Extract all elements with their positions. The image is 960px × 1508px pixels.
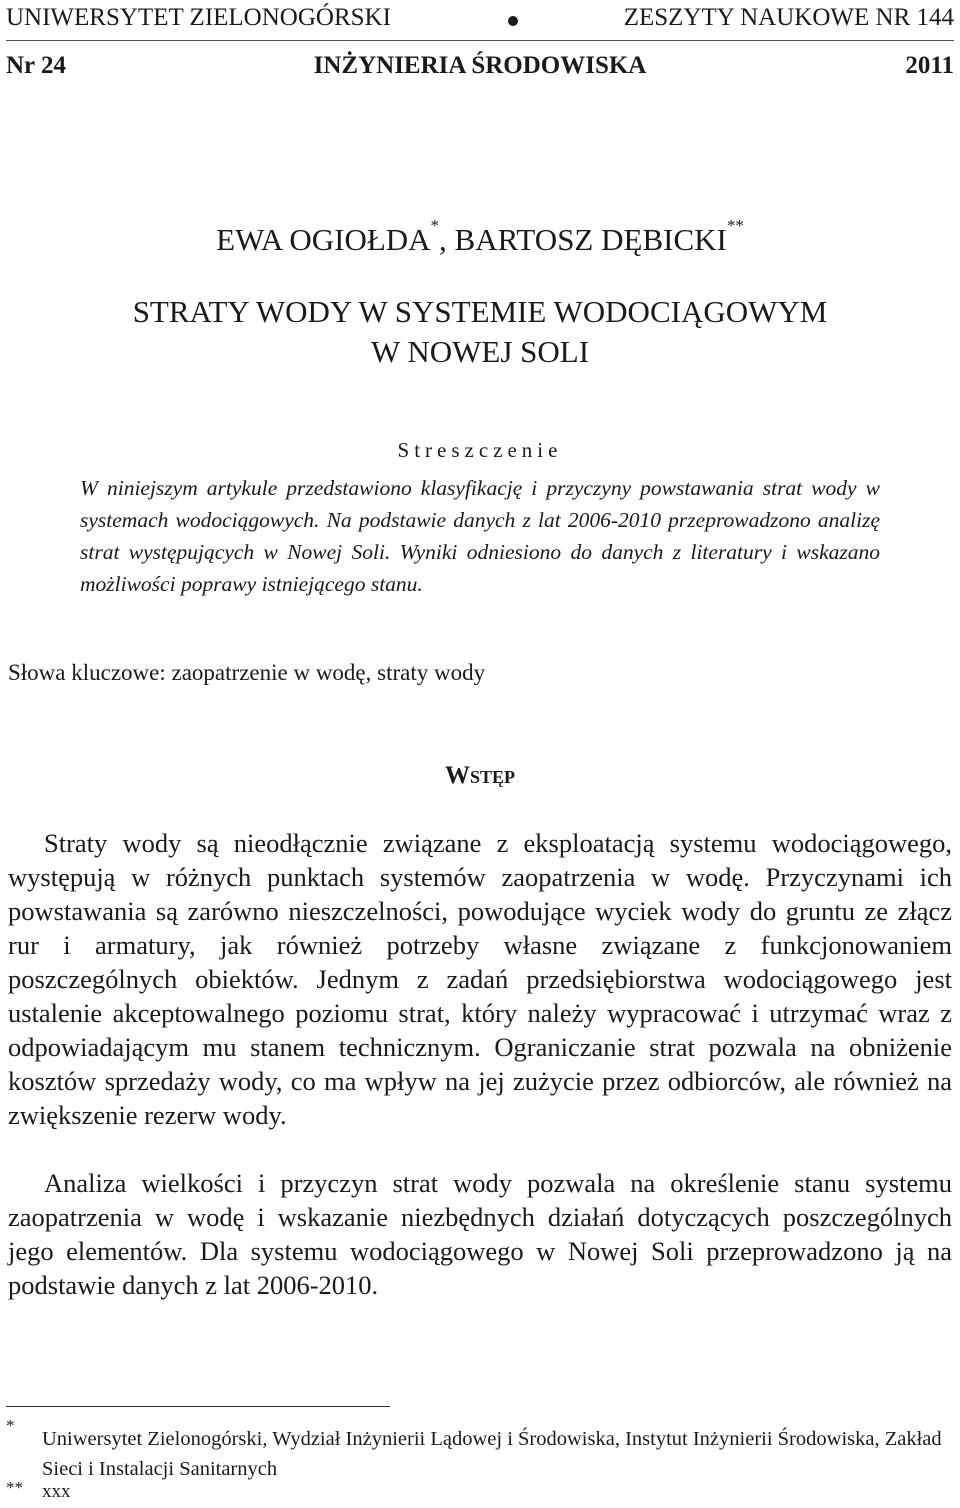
author-line [0,216,960,258]
abstract-heading: Streszczenie [397,438,563,462]
footnote-1-mark: * [6,1416,15,1435]
series-name: ZESZYTY NAUKOWE NR 144 [623,4,954,31]
title-line-2: W NOWEJ SOLI [370,334,590,369]
author-2-footnote-mark: ** [726,216,744,235]
running-header [6,4,954,36]
section-heading: Wstęp [444,762,516,789]
body-paragraph-1: Straty wody są nieodłącznie związane z eksploatacją systemu wodociągowego, występują w różnych punktach systemów zaopatrzenia w wodę. Przyczynami ich powstawania są zarówno nieszczelności, powodujące wyciek wody do gruntu ze złącz rur i armatury, jak również potrzeby własne związane z funkcjonowaniem poszczególnych obiektów. Jednym z zadań przedsiębiorstwa wodociągowego jest ustalenie akceptowalnego poziomu strat, który należy wypracować i utrzymać wraz z odpowiadającym mu stanem technicznym. Ograniczanie strat pozwala na obniżenie kosztów sprzedaży wody, co ma wpływ na jej zużycie przez odbiorców, ale również na zwiększenie rezerw wody. [8,828,952,1130]
footnote-2-mark: ** [6,1478,23,1497]
author-1-footnote-mark: * [430,216,440,235]
university-name: UNIWERSYTET ZIELONOGÓRSKI [6,4,391,31]
author-separator: , [439,222,455,257]
footnote-1-text: Uniwersytet Zielonogórski, Wydział Inżynierii Lądowej i Środowiska, Instytut Inżynierii Środowiska, Zakład Sieci i Instalacji Sanitarnych [42,1428,942,1480]
journal-name: INŻYNIERIA ŚRODOWISKA [313,52,647,79]
issue-number: Nr 24 [6,52,66,79]
footnote-2-text: xxx [42,1481,71,1502]
journal-header [6,52,954,84]
author-1: EWA OGIOŁDA [216,222,431,257]
bullet-separator-icon [508,16,518,26]
article-title [0,292,960,372]
body-paragraph-2: Analiza wielkości i przyczyn strat wody pozwala na określenie stanu systemu zaopatrzenia w wodę i wskazanie niezbędnych działań dotyczących poszczególnych jego elementów. Dla systemu wodociągowego w Nowej Soli przeprowadzono ją na podstawie danych z lat 2006-2010. [8,1168,952,1300]
author-2: BARTOSZ DĘBICKI [454,222,727,257]
title-line-1: STRATY WODY W SYSTEMIE WODOCIĄGOWYM [132,294,828,329]
keywords: Słowa kluczowe: zaopatrzenie w wodę, straty wody [8,660,486,685]
abstract-text: W niniejszym artykule przedstawiono klasyfikację i przyczyny powstawania strat wody w systemach wodociągowych. Na podstawie danych z lat 2006-2010 przeprowadzono analizę strat występujących w Nowej Soli. Wyniki odniesiono do danych z literatury i wskazano możliwości poprawy istniejącego stanu. [80,476,880,596]
header-divider [6,40,954,41]
publication-year: 2011 [905,52,954,79]
footnote-divider [6,1406,390,1407]
